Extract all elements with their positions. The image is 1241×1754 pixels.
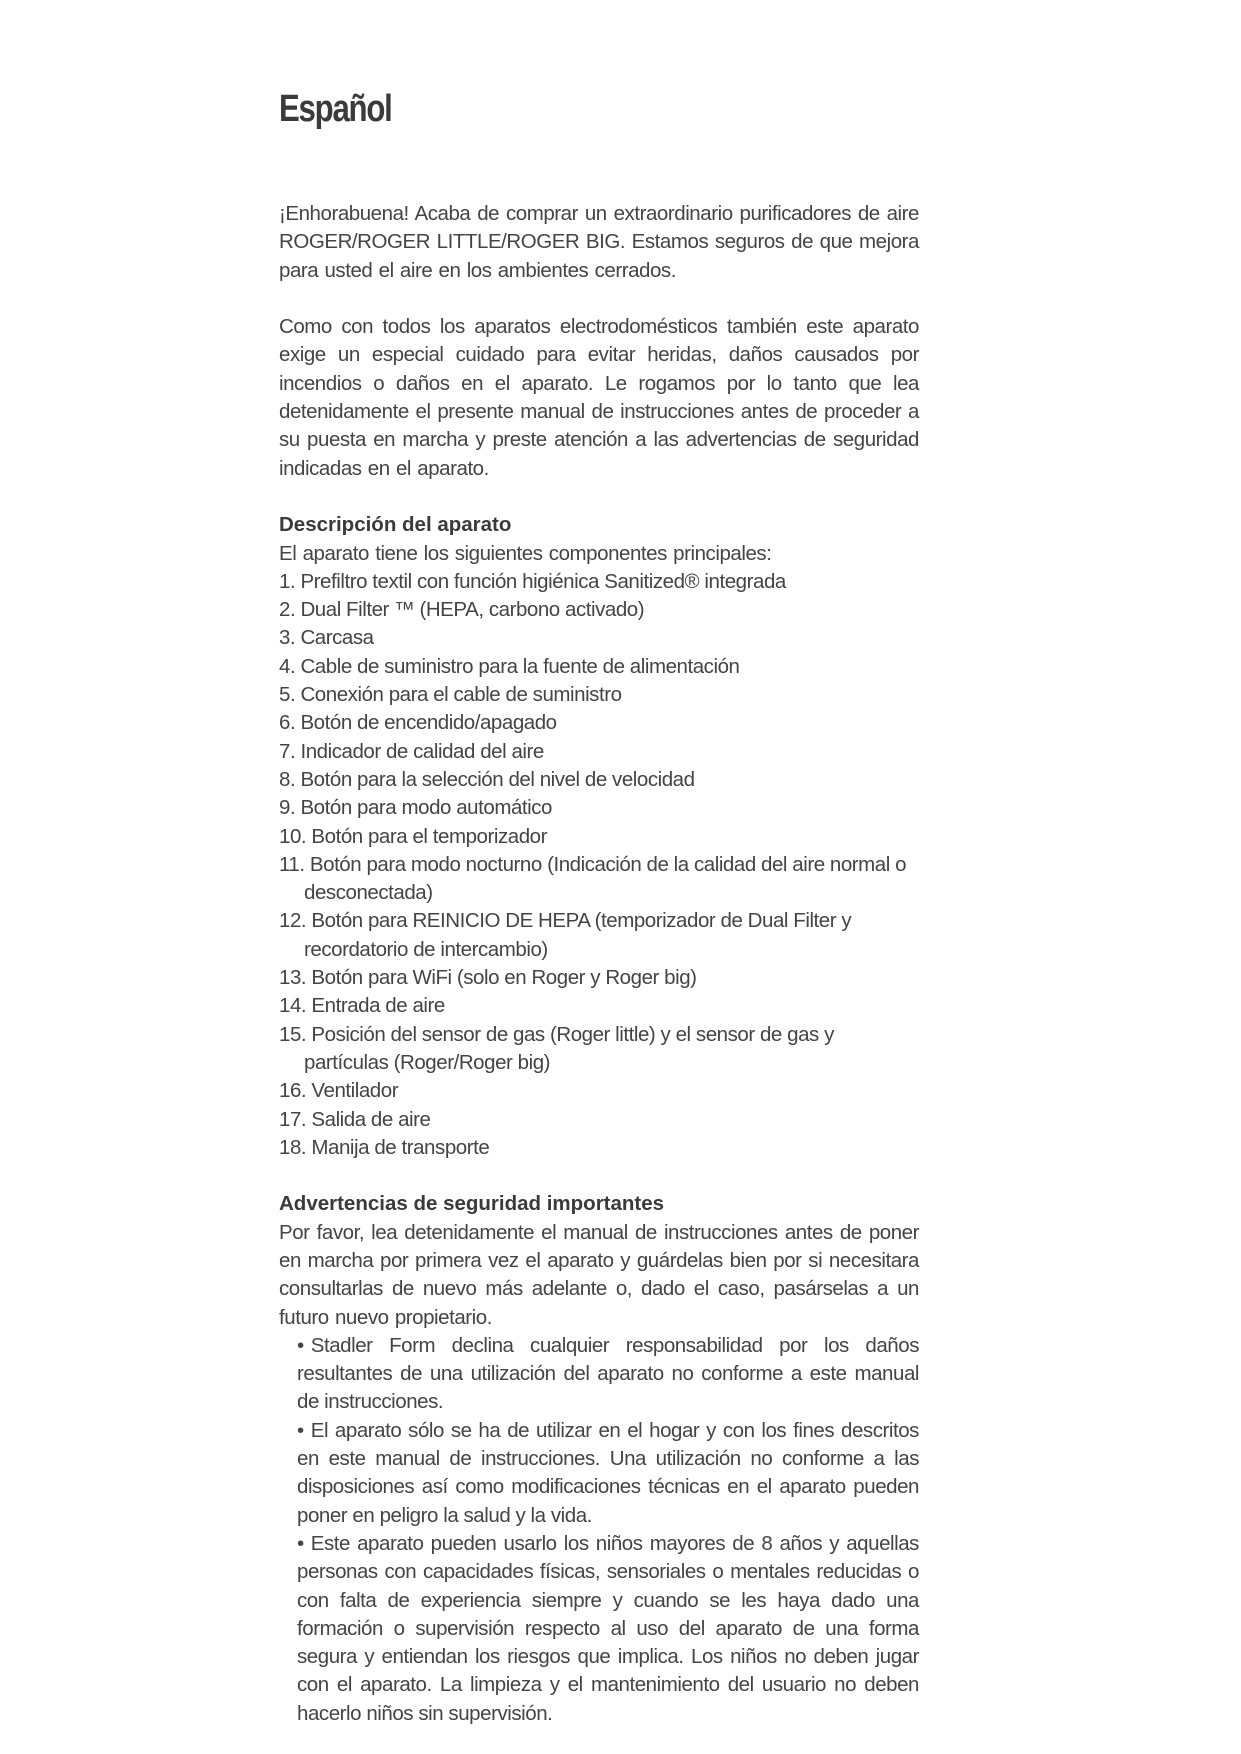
list-item: 9. Botón para modo automático <box>279 796 553 820</box>
list-item: • Este aparato pueden usarlo los niños mayores de 8 años y aquellas personas con capacidades físicas, sensoriales o mentales reducidas o con falta de experiencia siempre y cuando se les haya dado una formación o supervisión respecto al uso del aparato de una forma segura y entiendan los riesgos que implica. Los niños no deben jugar con el aparato. La limpieza y el mantenimiento del usuario no deben hacerlo niños sin supervisión. <box>297 1531 919 1725</box>
list-item: 3. Carcasa <box>279 626 374 650</box>
components-list <box>279 568 919 1162</box>
page-title: Español <box>279 88 392 130</box>
list-item: 1. Prefiltro textil con función higiénica Sanitized® integrada <box>279 569 786 593</box>
list-item: 15. Posición del sensor de gas (Roger little) y el sensor de gas y partículas (Roger/Roger big) <box>279 1022 834 1074</box>
list-item: • El aparato sólo se ha de utilizar en el hogar y con los fines descritos en este manual de instrucciones. Una utilización no conforme a las disposiciones así como modificaciones técnicas en el aparato pueden poner en peligro la salud y la vida. <box>297 1418 919 1527</box>
page-content <box>279 200 919 1728</box>
safety-bullets <box>279 1332 919 1728</box>
safety-section <box>279 1190 919 1728</box>
bullet-icon: • <box>297 1418 304 1442</box>
description-heading: Descripción del aparato <box>279 513 512 537</box>
list-item: 18. Manija de transporte <box>279 1135 490 1159</box>
list-item: 6. Botón de encendido/apagado <box>279 711 557 735</box>
bullet-icon: • <box>297 1531 304 1555</box>
description-lead: El aparato tiene los siguientes componentes principales: <box>279 541 772 565</box>
list-item: 10. Botón para el temporizador <box>279 824 547 848</box>
intro-paragraph: ¡Enhorabuena! Acaba de comprar un extraordinario purificadores de aire ROGER/ROGER LITTLE/ROGER BIG. Estamos seguros de que mejora para usted el aire en los ambientes cerrados. <box>279 202 919 282</box>
list-item: 2. Dual Filter ™ (HEPA, carbono activado) <box>279 598 645 622</box>
bullet-icon: • <box>297 1333 304 1357</box>
list-item: 8. Botón para la selección del nivel de velocidad <box>279 767 695 791</box>
list-item: 13. Botón para WiFi (solo en Roger y Roger big) <box>279 966 697 990</box>
list-item: 11. Botón para modo nocturno (Indicación de la calidad del aire normal o desconectada) <box>279 852 907 905</box>
list-item: 4. Cable de suministro para la fuente de alimentación <box>279 654 740 678</box>
description-section <box>279 511 919 1162</box>
safety-heading: Advertencias de seguridad importantes <box>279 1192 665 1216</box>
care-paragraph: Como con todos los aparatos electrodomésticos también este aparato exige un especial cuidado para evitar heridas, daños causados por incendios o daños en el aparato. Le rogamos por lo tanto que lea detenidamente el presente manual de instrucciones antes de proceder a su puesta en marcha y preste atención a las advertencias de seguridad indicadas en el aparato. <box>279 315 919 480</box>
list-item: 16. Ventilador <box>279 1079 399 1103</box>
list-item: 17. Salida de aire <box>279 1107 431 1131</box>
list-item: • Stadler Form declina cualquier responsabilidad por los daños resultantes de una utilización del aparato no conforme a este manual de instrucciones. <box>297 1333 919 1414</box>
list-item: 5. Conexión para el cable de suministro <box>279 683 622 707</box>
safety-lead: Por favor, lea detenidamente el manual de instrucciones antes de poner en marcha por primera vez el aparato y guárdelas bien por si necesitara consultarlas de nuevo más adelante o, dado el caso, pasárselas a un futuro nuevo propietario. <box>279 1220 919 1329</box>
list-item: 12. Botón para REINICIO DE HEPA (temporizador de Dual Filter y recordatorio de intercambio) <box>279 909 852 961</box>
list-item: 7. Indicador de calidad del aire <box>279 739 544 763</box>
list-item: 14. Entrada de aire <box>279 994 445 1018</box>
